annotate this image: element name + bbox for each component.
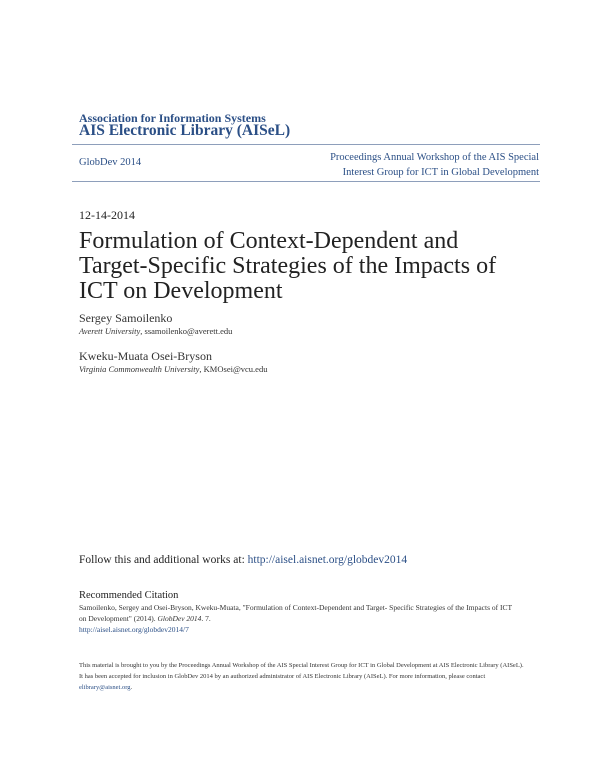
follow-line: [79, 554, 407, 566]
author-institution: Virginia Commonwealth University: [79, 364, 200, 374]
organization-name: Association for Information Systems: [79, 111, 266, 125]
citation-suffix: . 7.: [201, 614, 211, 623]
series-name[interactable]: GlobDev 2014: [79, 157, 142, 168]
follow-link[interactable]: http://aisel.aisnet.org/globdev2014: [247, 554, 408, 566]
author-affiliation: [79, 326, 232, 336]
notice-end: .: [130, 684, 133, 691]
citation-text: [79, 602, 519, 635]
proceedings-name[interactable]: [299, 150, 539, 180]
author-name: Sergey Samoilenko: [79, 311, 173, 325]
publication-date: 12-14-2014: [79, 208, 135, 222]
citation-link[interactable]: http://aisel.aisnet.org/globdev2014/7: [79, 625, 189, 634]
access-notice: [79, 660, 529, 693]
author-email[interactable]: , ssamoilenko@averett.edu: [140, 326, 233, 336]
author-institution: Averett University: [79, 326, 141, 336]
citation-heading: Recommended Citation: [79, 590, 179, 601]
citation-journal: GlobDev 2014: [157, 614, 202, 623]
paper-title: Formulation of Context-Dependent and Target-Specific Strategies of the Impacts of ICT on Development: [79, 228, 497, 304]
author-affiliation: [79, 364, 267, 374]
follow-text: Follow this and additional works at:: [79, 554, 248, 566]
author-name: Kweku-Muata Osei-Bryson: [79, 349, 212, 363]
author-email[interactable]: , KMOsei@vcu.edu: [199, 364, 268, 374]
notice-text: This material is brought to you by the Proceedings Annual Workshop of the AIS Special Interest Group for ICT in Global Development at AIS Electronic Library (AISeL). It has been accepted for inclusion in GlobDev 2014 by an authorized administrator of AIS Electronic Library (AISeL). For more information, please contact: [79, 662, 524, 680]
contact-email-link[interactable]: elibrary@aisnet.org: [79, 684, 131, 691]
header-divider-bottom: [72, 181, 540, 182]
header-divider-top: [72, 144, 540, 145]
proceedings-line-2: Interest Group for ICT in Global Development: [342, 167, 539, 178]
citation-body: Samoilenko, Sergey and Osei-Bryson, Kweku-Muata, "Formulation of Context-Dependent and Target- Specific Strategies of the Impacts of ICT on Development" (2014).: [79, 603, 512, 623]
library-name[interactable]: AIS Electronic Library (AISeL): [79, 122, 291, 139]
proceedings-line-1: Proceedings Annual Workshop of the AIS Special: [330, 152, 539, 163]
